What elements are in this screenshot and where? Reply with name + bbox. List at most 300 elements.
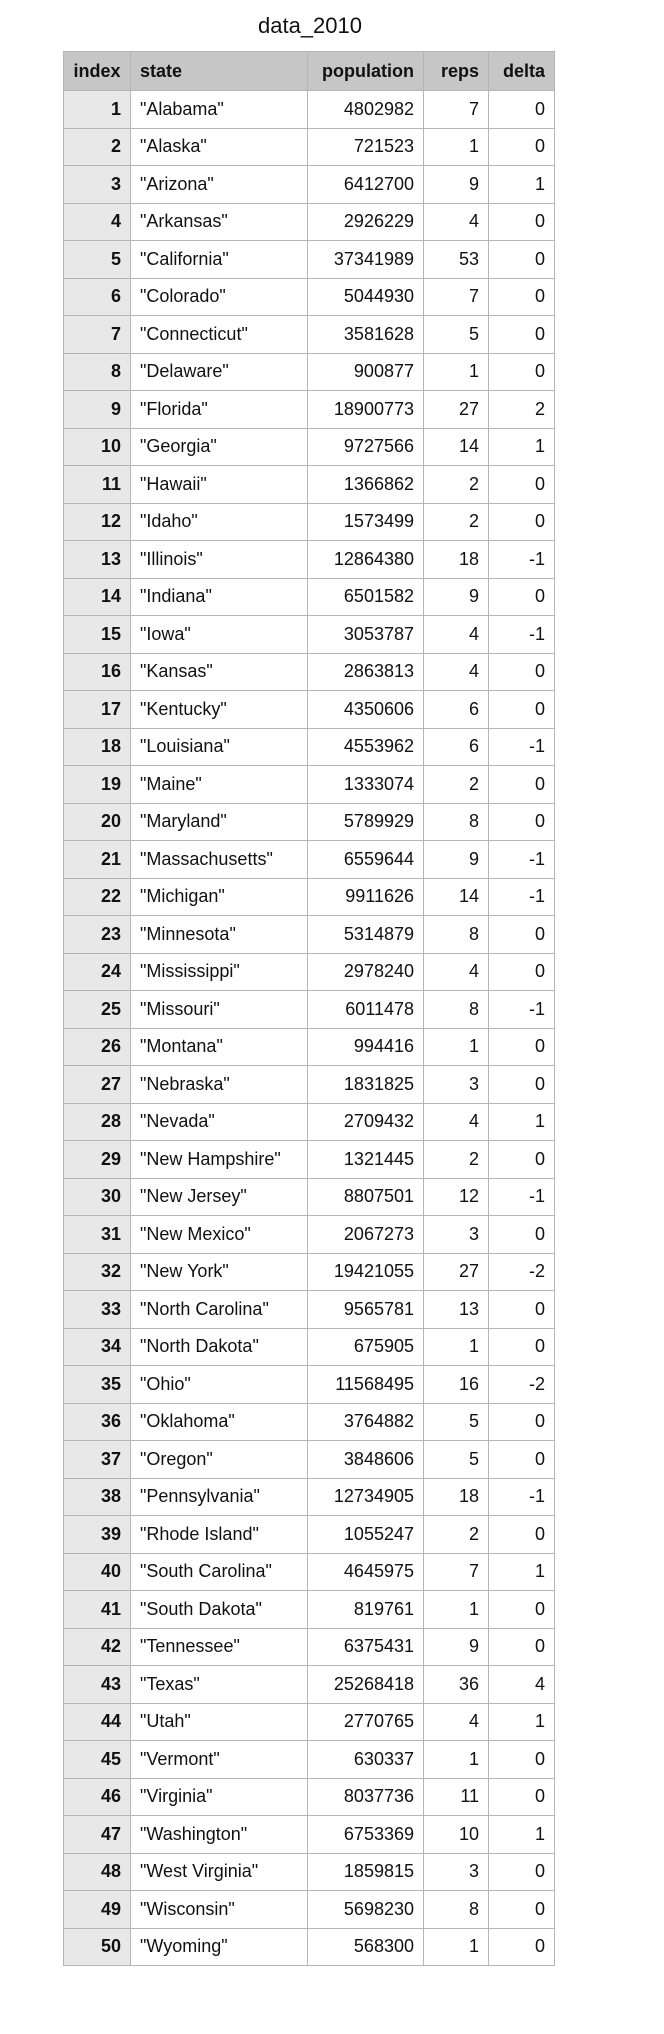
table-row bbox=[64, 1066, 555, 1104]
cell-population[interactable]: 721523 bbox=[308, 128, 424, 166]
cell-state[interactable]: "Nevada" bbox=[131, 1103, 308, 1141]
cell-state[interactable]: "New Jersey" bbox=[131, 1178, 308, 1216]
cell-index[interactable]: 2 bbox=[64, 128, 131, 166]
table-row bbox=[64, 1478, 555, 1516]
cell-state[interactable]: "Virginia" bbox=[131, 1778, 308, 1816]
table-row bbox=[64, 166, 555, 204]
table-row bbox=[64, 766, 555, 804]
cell-index[interactable]: 13 bbox=[64, 541, 131, 579]
cell-index[interactable]: 48 bbox=[64, 1853, 131, 1891]
cell-population[interactable]: 6753369 bbox=[308, 1816, 424, 1854]
cell-index[interactable]: 23 bbox=[64, 916, 131, 954]
column-header-state[interactable]: state bbox=[131, 52, 308, 91]
cell-reps[interactable]: 6 bbox=[424, 728, 489, 766]
cell-population[interactable]: 6011478 bbox=[308, 991, 424, 1029]
cell-state[interactable]: "Maine" bbox=[131, 766, 308, 804]
cell-index[interactable]: 41 bbox=[64, 1591, 131, 1629]
cell-reps[interactable]: 9 bbox=[424, 841, 489, 879]
cell-index[interactable]: 34 bbox=[64, 1328, 131, 1366]
cell-reps[interactable]: 5 bbox=[424, 316, 489, 354]
cell-population[interactable]: 1055247 bbox=[308, 1516, 424, 1554]
cell-index[interactable]: 44 bbox=[64, 1703, 131, 1741]
cell-reps[interactable]: 2 bbox=[424, 766, 489, 804]
cell-population[interactable]: 2770765 bbox=[308, 1703, 424, 1741]
cell-population[interactable]: 6412700 bbox=[308, 166, 424, 204]
cell-reps[interactable]: 6 bbox=[424, 691, 489, 729]
cell-population[interactable]: 4645975 bbox=[308, 1553, 424, 1591]
cell-delta[interactable]: 0 bbox=[489, 128, 555, 166]
cell-index[interactable]: 26 bbox=[64, 1028, 131, 1066]
cell-delta[interactable]: -1 bbox=[489, 1478, 555, 1516]
cell-delta[interactable]: 0 bbox=[489, 803, 555, 841]
table-row bbox=[64, 1141, 555, 1179]
cell-delta[interactable]: 0 bbox=[489, 1328, 555, 1366]
table-row bbox=[64, 1891, 555, 1929]
table-row bbox=[64, 428, 555, 466]
cell-reps[interactable]: 9 bbox=[424, 166, 489, 204]
cell-index[interactable]: 4 bbox=[64, 203, 131, 241]
cell-reps[interactable]: 2 bbox=[424, 503, 489, 541]
cell-delta[interactable]: 0 bbox=[489, 1928, 555, 1966]
cell-reps[interactable]: 4 bbox=[424, 203, 489, 241]
cell-index[interactable]: 29 bbox=[64, 1141, 131, 1179]
cell-index[interactable]: 30 bbox=[64, 1178, 131, 1216]
cell-index[interactable]: 38 bbox=[64, 1478, 131, 1516]
cell-state[interactable]: "California" bbox=[131, 241, 308, 279]
cell-state[interactable]: "Arizona" bbox=[131, 166, 308, 204]
cell-population[interactable]: 1333074 bbox=[308, 766, 424, 804]
cell-population[interactable]: 994416 bbox=[308, 1028, 424, 1066]
cell-population[interactable]: 18900773 bbox=[308, 391, 424, 429]
cell-population[interactable]: 4350606 bbox=[308, 691, 424, 729]
cell-index[interactable]: 11 bbox=[64, 466, 131, 504]
table-row bbox=[64, 1703, 555, 1741]
cell-reps[interactable]: 1 bbox=[424, 1928, 489, 1966]
cell-state[interactable]: "Montana" bbox=[131, 1028, 308, 1066]
cell-delta[interactable]: 2 bbox=[489, 391, 555, 429]
cell-index[interactable]: 16 bbox=[64, 653, 131, 691]
cell-population[interactable]: 5044930 bbox=[308, 278, 424, 316]
cell-state[interactable]: "North Dakota" bbox=[131, 1328, 308, 1366]
cell-population[interactable]: 3764882 bbox=[308, 1403, 424, 1441]
cell-delta[interactable]: 1 bbox=[489, 1816, 555, 1854]
cell-state[interactable]: "Kentucky" bbox=[131, 691, 308, 729]
table-row bbox=[64, 241, 555, 279]
table-row bbox=[64, 391, 555, 429]
cell-reps[interactable]: 1 bbox=[424, 128, 489, 166]
cell-delta[interactable]: 1 bbox=[489, 1703, 555, 1741]
cell-index[interactable]: 43 bbox=[64, 1666, 131, 1704]
cell-index[interactable]: 8 bbox=[64, 353, 131, 391]
cell-delta[interactable]: 0 bbox=[489, 1066, 555, 1104]
cell-delta[interactable]: 0 bbox=[489, 278, 555, 316]
cell-index[interactable]: 50 bbox=[64, 1928, 131, 1966]
cell-state[interactable]: "New Hampshire" bbox=[131, 1141, 308, 1179]
cell-state[interactable]: "New York" bbox=[131, 1253, 308, 1291]
cell-reps[interactable]: 2 bbox=[424, 1141, 489, 1179]
cell-population[interactable]: 900877 bbox=[308, 353, 424, 391]
table-row bbox=[64, 728, 555, 766]
cell-reps[interactable]: 8 bbox=[424, 803, 489, 841]
cell-delta[interactable]: -1 bbox=[489, 991, 555, 1029]
cell-delta[interactable]: -1 bbox=[489, 728, 555, 766]
cell-population[interactable]: 6501582 bbox=[308, 578, 424, 616]
cell-population[interactable]: 1831825 bbox=[308, 1066, 424, 1104]
cell-reps[interactable]: 3 bbox=[424, 1216, 489, 1254]
cell-population[interactable]: 4802982 bbox=[308, 91, 424, 129]
cell-population[interactable]: 25268418 bbox=[308, 1666, 424, 1704]
cell-population[interactable]: 6559644 bbox=[308, 841, 424, 879]
cell-reps[interactable]: 13 bbox=[424, 1291, 489, 1329]
cell-population[interactable]: 8807501 bbox=[308, 1178, 424, 1216]
cell-delta[interactable]: -1 bbox=[489, 878, 555, 916]
cell-reps[interactable]: 1 bbox=[424, 1328, 489, 1366]
cell-reps[interactable]: 4 bbox=[424, 1703, 489, 1741]
table-row bbox=[64, 1591, 555, 1629]
cell-index[interactable]: 40 bbox=[64, 1553, 131, 1591]
table-row bbox=[64, 1253, 555, 1291]
cell-reps[interactable]: 7 bbox=[424, 1553, 489, 1591]
cell-state[interactable]: "Georgia" bbox=[131, 428, 308, 466]
cell-reps[interactable]: 27 bbox=[424, 1253, 489, 1291]
cell-population[interactable]: 1366862 bbox=[308, 466, 424, 504]
cell-state[interactable]: "Florida" bbox=[131, 391, 308, 429]
cell-reps[interactable]: 5 bbox=[424, 1441, 489, 1479]
cell-population[interactable]: 2863813 bbox=[308, 653, 424, 691]
cell-delta[interactable]: 0 bbox=[489, 91, 555, 129]
cell-state[interactable]: "Oregon" bbox=[131, 1441, 308, 1479]
cell-delta[interactable]: 0 bbox=[489, 1591, 555, 1629]
table-row bbox=[64, 1816, 555, 1854]
cell-state[interactable]: "Minnesota" bbox=[131, 916, 308, 954]
cell-index[interactable]: 31 bbox=[64, 1216, 131, 1254]
cell-delta[interactable]: 0 bbox=[489, 1403, 555, 1441]
cell-reps[interactable]: 10 bbox=[424, 1816, 489, 1854]
cell-state[interactable]: "Maryland" bbox=[131, 803, 308, 841]
data-table bbox=[63, 51, 555, 1966]
column-header-population[interactable]: population bbox=[308, 52, 424, 91]
sheet-title: data_2010 bbox=[258, 13, 362, 38]
cell-index[interactable]: 20 bbox=[64, 803, 131, 841]
cell-state[interactable]: "Vermont" bbox=[131, 1741, 308, 1779]
table-row bbox=[64, 278, 555, 316]
cell-state[interactable]: "Utah" bbox=[131, 1703, 308, 1741]
table-row bbox=[64, 1628, 555, 1666]
cell-delta[interactable]: 0 bbox=[489, 1516, 555, 1554]
cell-state[interactable]: "Kansas" bbox=[131, 653, 308, 691]
cell-index[interactable]: 6 bbox=[64, 278, 131, 316]
cell-index[interactable]: 3 bbox=[64, 166, 131, 204]
cell-state[interactable]: "Nebraska" bbox=[131, 1066, 308, 1104]
cell-delta[interactable]: 0 bbox=[489, 241, 555, 279]
table-row bbox=[64, 503, 555, 541]
cell-reps[interactable]: 8 bbox=[424, 1891, 489, 1929]
cell-index[interactable]: 1 bbox=[64, 91, 131, 129]
table-row bbox=[64, 953, 555, 991]
cell-delta[interactable]: 0 bbox=[489, 578, 555, 616]
cell-delta[interactable]: 1 bbox=[489, 166, 555, 204]
table-row bbox=[64, 1778, 555, 1816]
cell-population[interactable]: 11568495 bbox=[308, 1366, 424, 1404]
cell-delta[interactable]: 0 bbox=[489, 353, 555, 391]
cell-delta[interactable]: 0 bbox=[489, 1291, 555, 1329]
cell-delta[interactable]: 0 bbox=[489, 691, 555, 729]
cell-reps[interactable]: 4 bbox=[424, 953, 489, 991]
table-row bbox=[64, 353, 555, 391]
cell-reps[interactable]: 4 bbox=[424, 616, 489, 654]
cell-population[interactable]: 1573499 bbox=[308, 503, 424, 541]
cell-delta[interactable]: -2 bbox=[489, 1253, 555, 1291]
cell-state[interactable]: "South Dakota" bbox=[131, 1591, 308, 1629]
cell-index[interactable]: 36 bbox=[64, 1403, 131, 1441]
cell-reps[interactable]: 3 bbox=[424, 1853, 489, 1891]
header-row bbox=[64, 52, 555, 91]
cell-delta[interactable]: 0 bbox=[489, 1853, 555, 1891]
cell-population[interactable]: 19421055 bbox=[308, 1253, 424, 1291]
cell-delta[interactable]: -1 bbox=[489, 541, 555, 579]
cell-index[interactable]: 39 bbox=[64, 1516, 131, 1554]
cell-delta[interactable]: -1 bbox=[489, 841, 555, 879]
cell-state[interactable]: "Texas" bbox=[131, 1666, 308, 1704]
cell-state[interactable]: "North Carolina" bbox=[131, 1291, 308, 1329]
cell-index[interactable]: 45 bbox=[64, 1741, 131, 1779]
cell-reps[interactable]: 36 bbox=[424, 1666, 489, 1704]
table-row bbox=[64, 203, 555, 241]
cell-population[interactable]: 5314879 bbox=[308, 916, 424, 954]
cell-state[interactable]: "Tennessee" bbox=[131, 1628, 308, 1666]
cell-population[interactable]: 6375431 bbox=[308, 1628, 424, 1666]
table-row bbox=[64, 1553, 555, 1591]
cell-delta[interactable]: 0 bbox=[489, 466, 555, 504]
cell-population[interactable]: 2978240 bbox=[308, 953, 424, 991]
cell-index[interactable]: 21 bbox=[64, 841, 131, 879]
column-header-delta[interactable]: delta bbox=[489, 52, 555, 91]
cell-delta[interactable]: 0 bbox=[489, 766, 555, 804]
cell-delta[interactable]: 0 bbox=[489, 203, 555, 241]
cell-index[interactable]: 25 bbox=[64, 991, 131, 1029]
cell-reps[interactable]: 1 bbox=[424, 353, 489, 391]
cell-state[interactable]: "Washington" bbox=[131, 1816, 308, 1854]
cell-index[interactable]: 14 bbox=[64, 578, 131, 616]
cell-index[interactable]: 24 bbox=[64, 953, 131, 991]
cell-delta[interactable]: 0 bbox=[489, 1216, 555, 1254]
cell-index[interactable]: 47 bbox=[64, 1816, 131, 1854]
cell-population[interactable]: 12864380 bbox=[308, 541, 424, 579]
table-row bbox=[64, 1291, 555, 1329]
cell-state[interactable]: "New Mexico" bbox=[131, 1216, 308, 1254]
cell-delta[interactable]: 0 bbox=[489, 1891, 555, 1929]
cell-population[interactable]: 2067273 bbox=[308, 1216, 424, 1254]
cell-population[interactable]: 5698230 bbox=[308, 1891, 424, 1929]
cell-population[interactable]: 8037736 bbox=[308, 1778, 424, 1816]
cell-index[interactable]: 35 bbox=[64, 1366, 131, 1404]
cell-reps[interactable]: 11 bbox=[424, 1778, 489, 1816]
cell-population[interactable]: 1321445 bbox=[308, 1141, 424, 1179]
cell-index[interactable]: 33 bbox=[64, 1291, 131, 1329]
cell-reps[interactable]: 8 bbox=[424, 991, 489, 1029]
cell-index[interactable]: 17 bbox=[64, 691, 131, 729]
cell-delta[interactable]: 0 bbox=[489, 653, 555, 691]
table-row bbox=[64, 1103, 555, 1141]
cell-population[interactable]: 819761 bbox=[308, 1591, 424, 1629]
cell-delta[interactable]: 0 bbox=[489, 953, 555, 991]
table-row bbox=[64, 1366, 555, 1404]
cell-state[interactable]: "Iowa" bbox=[131, 616, 308, 654]
cell-population[interactable]: 1859815 bbox=[308, 1853, 424, 1891]
cell-index[interactable]: 12 bbox=[64, 503, 131, 541]
cell-population[interactable]: 9565781 bbox=[308, 1291, 424, 1329]
table-row bbox=[64, 1178, 555, 1216]
table-row bbox=[64, 1028, 555, 1066]
cell-state[interactable]: "West Virginia" bbox=[131, 1853, 308, 1891]
table-row bbox=[64, 578, 555, 616]
cell-index[interactable]: 32 bbox=[64, 1253, 131, 1291]
cell-delta[interactable]: 1 bbox=[489, 1553, 555, 1591]
cell-state[interactable]: "South Carolina" bbox=[131, 1553, 308, 1591]
cell-index[interactable]: 22 bbox=[64, 878, 131, 916]
cell-reps[interactable]: 18 bbox=[424, 541, 489, 579]
cell-index[interactable]: 46 bbox=[64, 1778, 131, 1816]
cell-state[interactable]: "Hawaii" bbox=[131, 466, 308, 504]
table-row bbox=[64, 803, 555, 841]
cell-delta[interactable]: 0 bbox=[489, 1741, 555, 1779]
cell-state[interactable]: "Mississippi" bbox=[131, 953, 308, 991]
cell-delta[interactable]: 4 bbox=[489, 1666, 555, 1704]
cell-state[interactable]: "Missouri" bbox=[131, 991, 308, 1029]
cell-state[interactable]: "Ohio" bbox=[131, 1366, 308, 1404]
cell-reps[interactable]: 7 bbox=[424, 278, 489, 316]
cell-delta[interactable]: 0 bbox=[489, 1441, 555, 1479]
cell-reps[interactable]: 4 bbox=[424, 1103, 489, 1141]
table-row bbox=[64, 878, 555, 916]
cell-population[interactable]: 5789929 bbox=[308, 803, 424, 841]
cell-reps[interactable]: 27 bbox=[424, 391, 489, 429]
cell-reps[interactable]: 53 bbox=[424, 241, 489, 279]
cell-state[interactable]: "Illinois" bbox=[131, 541, 308, 579]
cell-population[interactable]: 2709432 bbox=[308, 1103, 424, 1141]
cell-state[interactable]: "Louisiana" bbox=[131, 728, 308, 766]
cell-state[interactable]: "Arkansas" bbox=[131, 203, 308, 241]
cell-delta[interactable]: 0 bbox=[489, 916, 555, 954]
cell-delta[interactable]: 0 bbox=[489, 503, 555, 541]
cell-state[interactable]: "Wisconsin" bbox=[131, 1891, 308, 1929]
cell-delta[interactable]: 1 bbox=[489, 1103, 555, 1141]
cell-delta[interactable]: 0 bbox=[489, 1628, 555, 1666]
cell-state[interactable]: "Alabama" bbox=[131, 91, 308, 129]
table-row bbox=[64, 1441, 555, 1479]
cell-population[interactable]: 675905 bbox=[308, 1328, 424, 1366]
table-row bbox=[64, 128, 555, 166]
cell-state[interactable]: "Idaho" bbox=[131, 503, 308, 541]
column-header-reps[interactable]: reps bbox=[424, 52, 489, 91]
cell-index[interactable]: 37 bbox=[64, 1441, 131, 1479]
cell-population[interactable]: 3581628 bbox=[308, 316, 424, 354]
cell-index[interactable]: 42 bbox=[64, 1628, 131, 1666]
cell-index[interactable]: 19 bbox=[64, 766, 131, 804]
cell-reps[interactable]: 14 bbox=[424, 878, 489, 916]
cell-population[interactable]: 3848606 bbox=[308, 1441, 424, 1479]
cell-delta[interactable]: -1 bbox=[489, 616, 555, 654]
cell-reps[interactable]: 18 bbox=[424, 1478, 489, 1516]
cell-index[interactable]: 15 bbox=[64, 616, 131, 654]
table-row bbox=[64, 1853, 555, 1891]
cell-population[interactable]: 2926229 bbox=[308, 203, 424, 241]
column-header-index[interactable]: index bbox=[64, 52, 131, 91]
table-body bbox=[64, 91, 555, 1966]
cell-index[interactable]: 7 bbox=[64, 316, 131, 354]
cell-index[interactable]: 9 bbox=[64, 391, 131, 429]
cell-state[interactable]: "Pennsylvania" bbox=[131, 1478, 308, 1516]
cell-index[interactable]: 10 bbox=[64, 428, 131, 466]
cell-reps[interactable]: 1 bbox=[424, 1741, 489, 1779]
cell-reps[interactable]: 1 bbox=[424, 1028, 489, 1066]
cell-reps[interactable]: 7 bbox=[424, 91, 489, 129]
cell-reps[interactable]: 2 bbox=[424, 1516, 489, 1554]
cell-delta[interactable]: 0 bbox=[489, 1141, 555, 1179]
cell-reps[interactable]: 4 bbox=[424, 653, 489, 691]
cell-reps[interactable]: 9 bbox=[424, 1628, 489, 1666]
cell-state[interactable]: "Delaware" bbox=[131, 353, 308, 391]
cell-delta[interactable]: 0 bbox=[489, 1028, 555, 1066]
table-row bbox=[64, 541, 555, 579]
cell-index[interactable]: 27 bbox=[64, 1066, 131, 1104]
cell-reps[interactable]: 3 bbox=[424, 1066, 489, 1104]
cell-index[interactable]: 18 bbox=[64, 728, 131, 766]
cell-population[interactable]: 12734905 bbox=[308, 1478, 424, 1516]
cell-population[interactable]: 4553962 bbox=[308, 728, 424, 766]
table-row bbox=[64, 616, 555, 654]
cell-state[interactable]: "Oklahoma" bbox=[131, 1403, 308, 1441]
cell-state[interactable]: "Massachusetts" bbox=[131, 841, 308, 879]
cell-population[interactable]: 9911626 bbox=[308, 878, 424, 916]
cell-state[interactable]: "Connecticut" bbox=[131, 316, 308, 354]
cell-reps[interactable]: 8 bbox=[424, 916, 489, 954]
cell-reps[interactable]: 9 bbox=[424, 578, 489, 616]
cell-state[interactable]: "Wyoming" bbox=[131, 1928, 308, 1966]
cell-delta[interactable]: 1 bbox=[489, 428, 555, 466]
cell-reps[interactable]: 12 bbox=[424, 1178, 489, 1216]
cell-population[interactable]: 37341989 bbox=[308, 241, 424, 279]
table-row bbox=[64, 1516, 555, 1554]
cell-reps[interactable]: 2 bbox=[424, 466, 489, 504]
cell-state[interactable]: "Colorado" bbox=[131, 278, 308, 316]
cell-population[interactable]: 568300 bbox=[308, 1928, 424, 1966]
table-row bbox=[64, 916, 555, 954]
cell-population[interactable]: 9727566 bbox=[308, 428, 424, 466]
cell-delta[interactable]: -2 bbox=[489, 1366, 555, 1404]
table-row bbox=[64, 1403, 555, 1441]
cell-state[interactable]: "Indiana" bbox=[131, 578, 308, 616]
cell-reps[interactable]: 1 bbox=[424, 1591, 489, 1629]
cell-population[interactable]: 3053787 bbox=[308, 616, 424, 654]
cell-state[interactable]: "Michigan" bbox=[131, 878, 308, 916]
cell-delta[interactable]: 0 bbox=[489, 1778, 555, 1816]
cell-state[interactable]: "Rhode Island" bbox=[131, 1516, 308, 1554]
cell-delta[interactable]: -1 bbox=[489, 1178, 555, 1216]
cell-population[interactable]: 630337 bbox=[308, 1741, 424, 1779]
table-row bbox=[64, 1216, 555, 1254]
cell-index[interactable]: 49 bbox=[64, 1891, 131, 1929]
cell-index[interactable]: 28 bbox=[64, 1103, 131, 1141]
table-row bbox=[64, 91, 555, 129]
cell-state[interactable]: "Alaska" bbox=[131, 128, 308, 166]
cell-delta[interactable]: 0 bbox=[489, 316, 555, 354]
table-row bbox=[64, 1928, 555, 1966]
cell-index[interactable]: 5 bbox=[64, 241, 131, 279]
cell-reps[interactable]: 14 bbox=[424, 428, 489, 466]
cell-reps[interactable]: 5 bbox=[424, 1403, 489, 1441]
cell-reps[interactable]: 16 bbox=[424, 1366, 489, 1404]
